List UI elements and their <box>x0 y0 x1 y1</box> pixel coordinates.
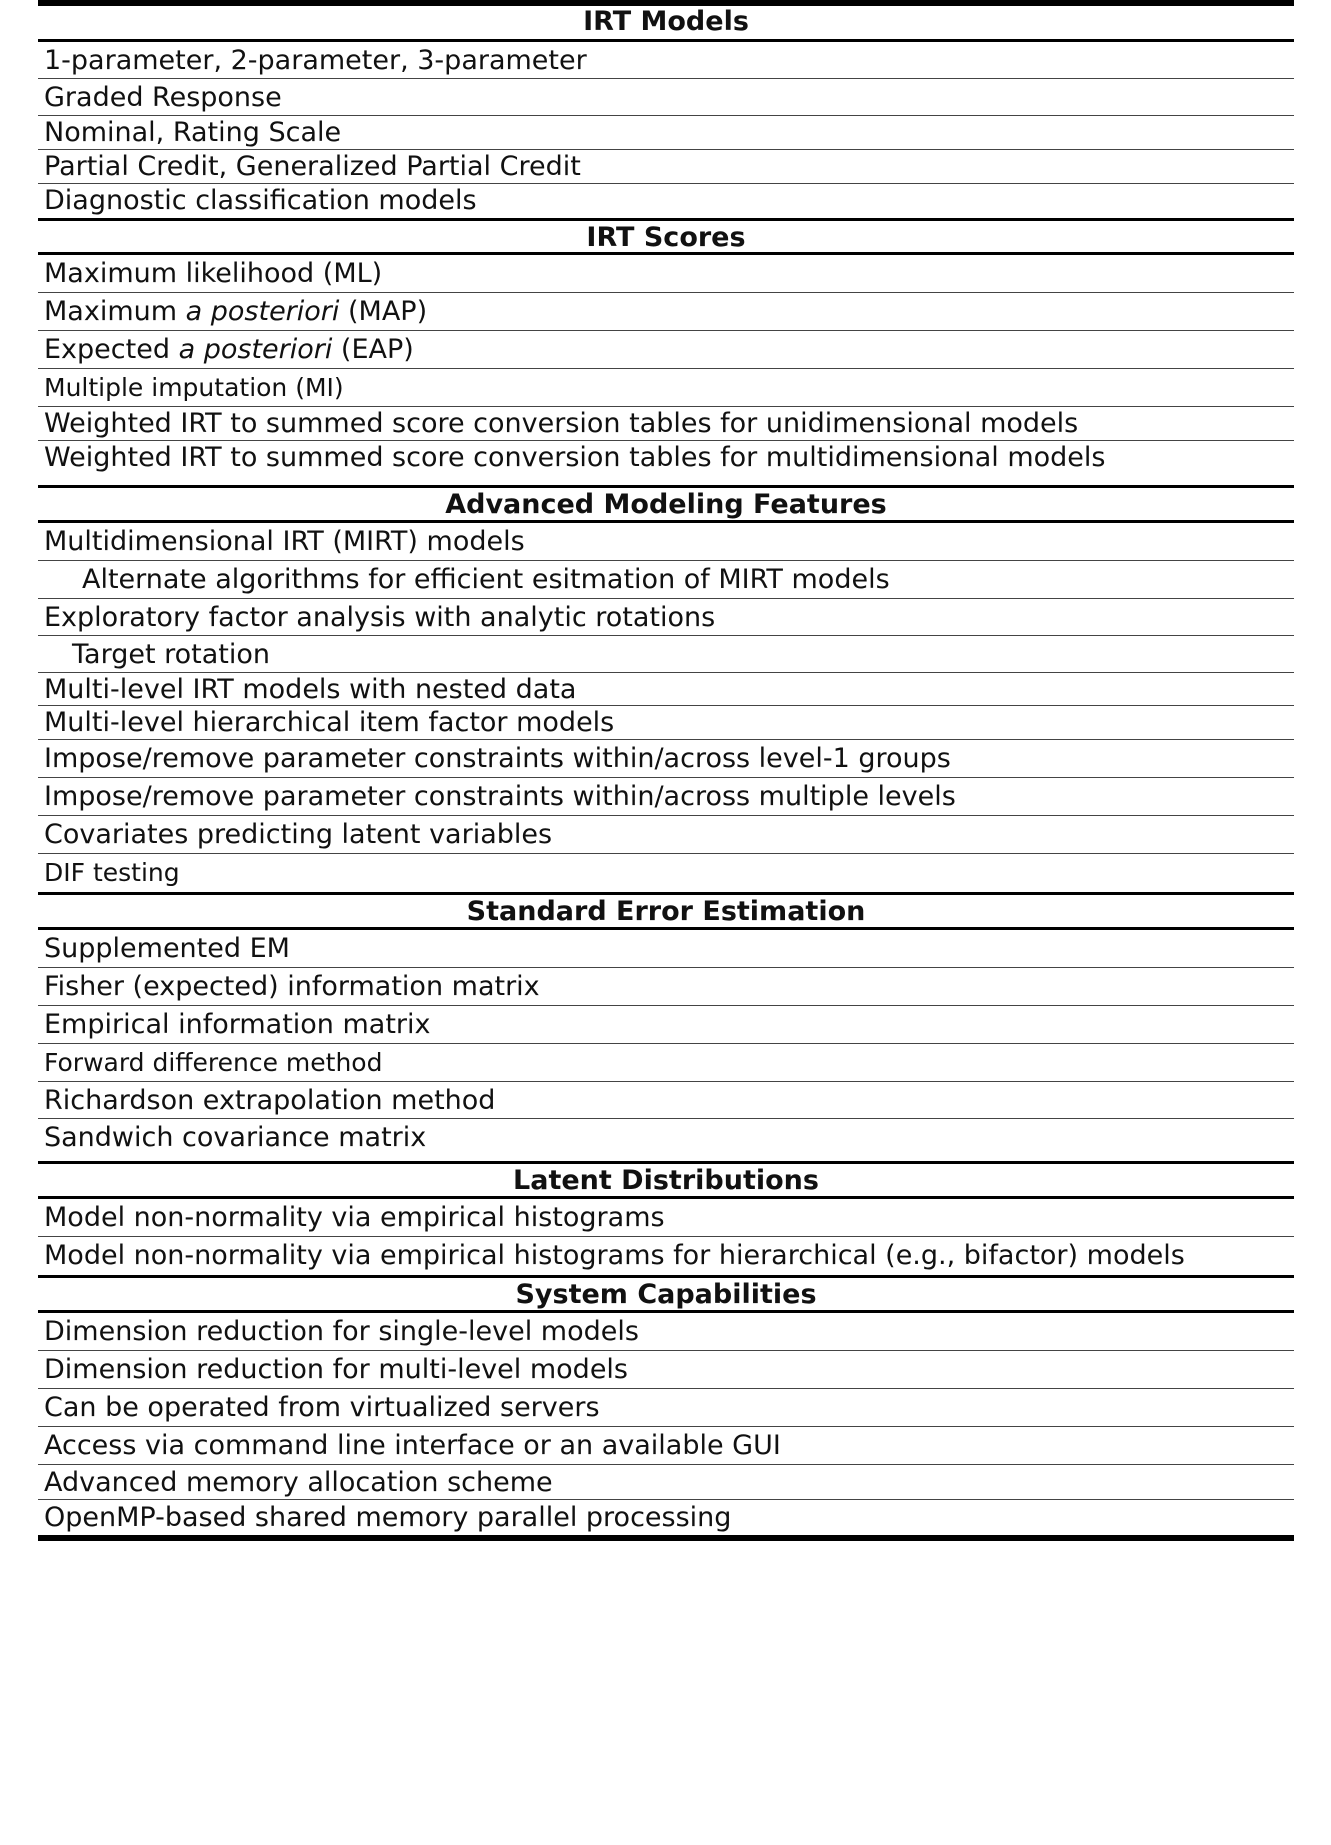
table-bottom-rule <box>38 1535 1294 1541</box>
table-row: Covariates predicting latent variables <box>38 816 1294 854</box>
section-header: Standard Error Estimation <box>38 892 1294 930</box>
row-text-prefix: Expected <box>44 334 179 365</box>
section-header: Advanced Modeling Features <box>38 485 1294 523</box>
feature-table <box>38 0 1294 1541</box>
table-row: Multi-level hierarchical item factor models <box>38 706 1294 740</box>
table-row: Target rotation <box>38 636 1294 673</box>
table-row: Impose/remove parameter constraints within/across multiple levels <box>38 778 1294 816</box>
table-row: Nominal, Rating Scale <box>38 116 1294 150</box>
row-text-suffix: (EAP) <box>332 334 414 365</box>
table-row: Maximum likelihood (ML) <box>38 255 1294 293</box>
table-row: Exploratory factor analysis with analytic rotations <box>38 599 1294 636</box>
section-header: Latent Distributions <box>38 1161 1294 1199</box>
section-header: IRT Scores <box>38 218 1294 255</box>
table-row: Richardson extrapolation method <box>38 1082 1294 1119</box>
table-row: Alternate algorithms for efficient esitmation of MIRT models <box>38 561 1294 599</box>
section-header: System Capabilities <box>38 1275 1294 1313</box>
table-row: Multiple imputation (MI) <box>38 369 1294 407</box>
table-row: Supplemented EM <box>38 930 1294 968</box>
table-row: Diagnostic classification models <box>44 185 477 216</box>
table-row: Dimension reduction for multi-level models <box>38 1351 1294 1389</box>
table-row: Access via command line interface or an available GUI <box>38 1427 1294 1465</box>
table-row: Sandwich covariance matrix <box>44 1122 427 1153</box>
row-text-suffix: (MAP) <box>339 296 428 327</box>
section-header: IRT Models <box>38 6 1294 42</box>
table-row: Empirical information matrix <box>38 1006 1294 1044</box>
table-row: 1-parameter, 2-parameter, 3-parameter <box>38 42 1294 79</box>
table-row: Dimension reduction for single-level models <box>38 1313 1294 1351</box>
table-row: Model non-normality via empirical histograms <box>38 1199 1294 1237</box>
table-row: Multi-level IRT models with nested data <box>38 673 1294 706</box>
table-row: OpenMP-based shared memory parallel processing <box>44 1502 732 1533</box>
table-row: Impose/remove parameter constraints within/across level-1 groups <box>38 740 1294 778</box>
table-row: Graded Response <box>38 79 1294 116</box>
table-row: Advanced memory allocation scheme <box>38 1465 1294 1500</box>
table-row <box>38 331 1294 369</box>
row-text-prefix: Maximum <box>44 296 186 327</box>
row-text-italic: a posteriori <box>178 334 333 365</box>
table-row: DIF testing <box>44 858 180 887</box>
table-body <box>38 6 1294 1535</box>
row-text-italic: a posteriori <box>185 296 340 327</box>
table-row: Can be operated from virtualized servers <box>38 1389 1294 1427</box>
table-row <box>38 293 1294 331</box>
table-row: Weighted IRT to summed score conversion tables for multidimensional models <box>44 442 1106 473</box>
table-row: Model non-normality via empirical histograms for hierarchical (e.g., bifactor) models <box>44 1240 1185 1271</box>
table-row: Multidimensional IRT (MIRT) models <box>38 523 1294 561</box>
table-row: Partial Credit, Generalized Partial Credit <box>38 150 1294 184</box>
table-row: Fisher (expected) information matrix <box>38 968 1294 1006</box>
table-row: Weighted IRT to summed score conversion tables for unidimensional models <box>38 407 1294 441</box>
table-row: Forward difference method <box>38 1044 1294 1082</box>
